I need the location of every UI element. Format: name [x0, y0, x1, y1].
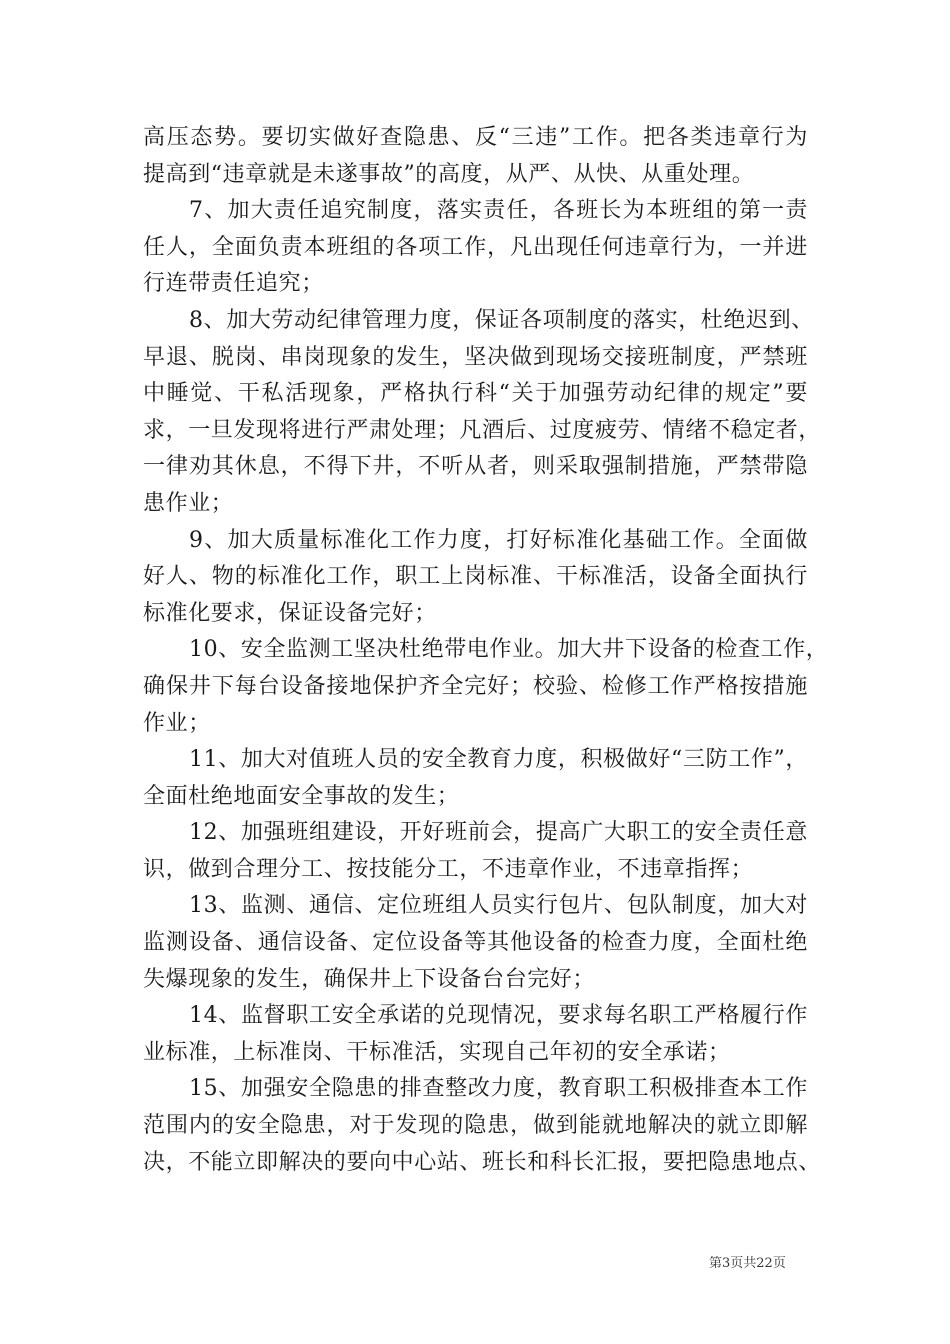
text-line: 高压态势。要切实做好查隐患、反“三违”工作。把各类违章行为: [143, 125, 808, 150]
text-line: 标准化要求，保证设备完好；: [143, 600, 437, 626]
text-line: 任人，全面负责本班组的各项工作，凡出现任何违章行为，一并进: [143, 234, 808, 260]
paragraph: [143, 523, 808, 633]
text-line: 范围内的安全隐患，对于发现的隐患，做到能就地解决的就立即解: [143, 1113, 808, 1139]
text-line: 监测设备、通信设备、定位设备等其他设备的检查力度，全面杜绝: [143, 930, 808, 956]
paragraph: [143, 998, 808, 1071]
paragraph: [143, 120, 808, 193]
text-line: 早退、脱岗、串岗现象的发生，坚决做到现场交接班制度，严禁班: [143, 344, 808, 370]
text-line: 12、加强班组建设，开好班前会，提高广大职工的安全责任意: [189, 820, 808, 846]
paragraph: [143, 1071, 822, 1181]
paragraph: [143, 303, 822, 523]
paragraph: [143, 888, 808, 998]
paragraph: [143, 742, 808, 815]
text-line: 确保井下每台设备接地保护齐全完好；校验、检修工作严格按措施: [143, 673, 808, 699]
text-line: 提高到“违章就是未遂事故”的高度，从严、从快、从重处理。: [143, 161, 755, 187]
paragraph: [143, 632, 829, 742]
text-line: 中睡觉、干私活现象，严格执行科“关于加强劳动纪律的规定”要: [143, 381, 808, 407]
text-line: 失爆现象的发生，确保井上下设备台台完好；: [143, 966, 596, 992]
text-line: 10、安全监测工坚决杜绝带电作业。加大井下设备的检查工作，: [189, 637, 829, 663]
text-line: 求，一旦发现将进行严肃处理；凡酒后、过度疲劳、情绪不稳定者，: [143, 417, 822, 443]
text-line: 患作业；: [143, 490, 234, 516]
text-line: 11、加大对值班人员的安全教育力度，积极做好“三防工作”，: [189, 747, 808, 773]
paragraph: [143, 193, 808, 303]
text-line: 识，做到合理分工、按技能分工，不违章作业，不违章指挥；: [143, 856, 754, 882]
text-line: 15、加强安全隐患的排查整改力度，教育职工积极排查本工作: [189, 1076, 808, 1102]
text-line: 行连带责任追究；: [143, 271, 324, 297]
page-number: 第3页共22页: [709, 1256, 786, 1271]
text-line: 13、监测、通信、定位班组人员实行包片、包队制度，加大对: [189, 893, 808, 919]
document-body: [143, 120, 829, 1181]
text-line: 好人、物的标准化工作，职工上岗标准、干标准活，设备全面执行: [143, 564, 808, 590]
text-line: 9、加大质量标准化工作力度，打好标准化基础工作。全面做: [189, 527, 808, 553]
text-line: 全面杜绝地面安全事故的发生；: [143, 783, 460, 809]
text-line: 7、加大责任追究制度，落实责任，各班长为本班组的第一责: [189, 198, 808, 224]
text-line: 一律劝其休息，不得下井，不听从者，则采取强制措施，严禁带隐: [143, 454, 808, 480]
text-line: 14、监督职工安全承诺的兑现情况，要求每名职工严格履行作: [189, 1003, 808, 1029]
text-line: 8、加大劳动纪律管理力度，保证各项制度的落实，杜绝迟到、: [189, 307, 814, 333]
text-line: 作业；: [143, 710, 211, 736]
text-line: 业标准，上标准岗、干标准活，实现自己年初的安全承诺；: [143, 1039, 731, 1065]
paragraph: [143, 815, 808, 888]
text-line: 决，不能立即解决的要向中心站、班长和科长汇报，要把隐患地点、: [143, 1149, 822, 1175]
